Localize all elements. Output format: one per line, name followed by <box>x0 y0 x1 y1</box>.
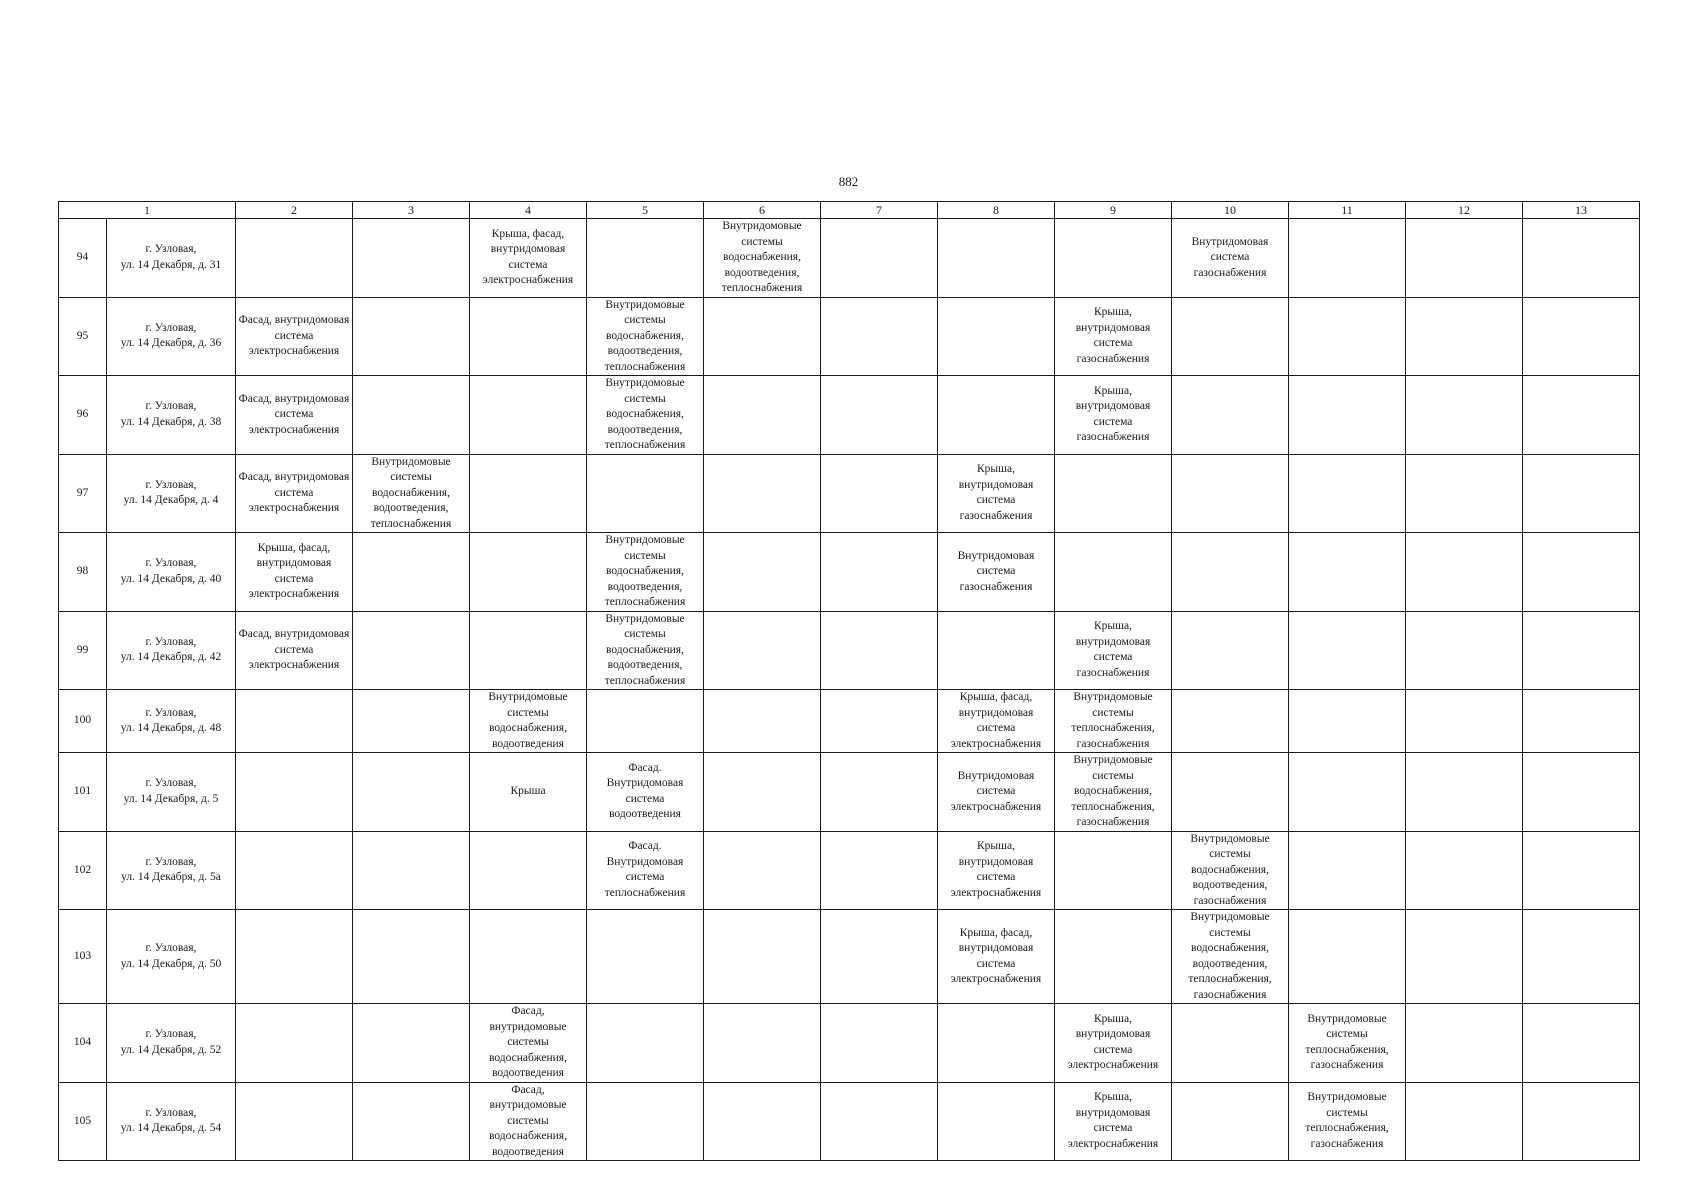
work-type-text: Фасад, внутридомовые системы водоснабжения, водоотведения <box>489 1083 567 1158</box>
work-type-cell <box>236 753 353 832</box>
work-type-cell <box>1055 1082 1172 1161</box>
work-type-cell <box>1055 910 1172 1004</box>
work-type-cell <box>1289 1004 1406 1083</box>
row-number: 103 <box>59 910 107 1004</box>
table-row <box>59 753 1640 832</box>
work-type-cell <box>587 611 704 690</box>
work-type-cell <box>1406 831 1523 910</box>
work-type-text: Внутридомовые системы водоснабжения, водоотведения, теплоснабжения <box>370 455 452 530</box>
work-type-text: Фасад, внутридомовая система электроснабжения <box>238 471 350 514</box>
row-number: 98 <box>59 533 107 612</box>
work-type-cell <box>236 690 353 753</box>
work-type-text: Внутридомовые системы водоснабжения, водоотведения, теплоснабжения <box>721 220 803 294</box>
work-type-cell <box>821 1082 938 1161</box>
work-type-cell <box>1289 611 1406 690</box>
work-type-cell <box>353 831 470 910</box>
work-type-cell <box>1055 611 1172 690</box>
work-type-cell <box>704 1082 821 1161</box>
work-type-cell <box>353 533 470 612</box>
work-type-text: Фасад. Внутридомовая система водоотведения <box>606 761 684 821</box>
work-type-cell <box>1289 297 1406 376</box>
work-type-cell <box>704 454 821 533</box>
work-type-cell <box>470 219 587 298</box>
work-type-cell <box>353 219 470 298</box>
work-type-text: Крыша, внутридомовая система газоснабжения <box>958 463 1034 522</box>
work-type-cell <box>470 1004 587 1083</box>
work-type-cell <box>1055 690 1172 753</box>
table-row <box>59 611 1640 690</box>
work-type-cell <box>1406 690 1523 753</box>
work-type-cell <box>1289 454 1406 533</box>
work-type-cell <box>470 376 587 455</box>
work-type-cell <box>1523 611 1640 690</box>
work-type-text: Внутридомовые системы водоснабжения, водоотведения, теплоснабжения <box>604 534 686 608</box>
repair-schedule-table <box>58 201 1640 1161</box>
work-type-cell <box>1172 831 1289 910</box>
work-type-text: Фасад, внутридомовая система электроснабжения <box>238 392 350 436</box>
column-header: 11 <box>1289 202 1406 219</box>
address-line: ул. 14 Декабря, д. 38 <box>120 415 222 428</box>
row-number: 97 <box>59 454 107 533</box>
work-type-cell <box>236 297 353 376</box>
work-type-cell <box>704 831 821 910</box>
address-line: г. Узловая, <box>145 1028 197 1041</box>
work-type-text: Внутридомовые системы водоснабжения, водоотведения, теплоснабжения, газоснабжения <box>1188 911 1272 1001</box>
address-line: ул. 14 Декабря, д. 31 <box>120 258 222 271</box>
address-cell <box>107 690 236 753</box>
address-line: г. Узловая, <box>145 478 197 491</box>
address-cell <box>107 1004 236 1083</box>
work-type-cell <box>938 611 1055 690</box>
work-type-cell <box>1523 297 1640 376</box>
work-type-text: Крыша, внутридомовая система электроснабжения <box>1067 1091 1159 1150</box>
work-type-cell <box>938 690 1055 753</box>
work-type-cell <box>236 611 353 690</box>
work-type-cell <box>353 297 470 376</box>
work-type-text: Фасад, внутридомовые системы водоснабжения, водоотведения <box>489 1005 567 1079</box>
work-type-cell <box>704 753 821 832</box>
work-type-cell <box>938 219 1055 298</box>
work-type-cell <box>1523 454 1640 533</box>
work-type-text: Внутридомовые системы теплоснабжения, газоснабжения <box>1071 691 1155 750</box>
column-header: 12 <box>1406 202 1523 219</box>
work-type-cell <box>1523 910 1640 1004</box>
work-type-cell <box>236 1082 353 1161</box>
work-type-cell <box>236 831 353 910</box>
column-header: 1 <box>59 202 236 219</box>
address-line: г. Узловая, <box>145 942 197 954</box>
work-type-cell <box>236 454 353 533</box>
work-type-cell <box>470 753 587 832</box>
address-line: ул. 14 Декабря, д. 4 <box>123 494 219 507</box>
work-type-cell <box>821 376 938 455</box>
address-line: г. Узловая, <box>145 1106 197 1119</box>
work-type-cell <box>353 753 470 832</box>
work-type-cell <box>1055 454 1172 533</box>
work-type-cell <box>1055 753 1172 832</box>
work-type-cell <box>1172 454 1289 533</box>
address-line: ул. 14 Декабря, д. 48 <box>120 722 222 734</box>
work-type-cell <box>938 910 1055 1004</box>
work-type-cell <box>353 376 470 455</box>
row-number: 102 <box>59 831 107 910</box>
work-type-cell <box>704 219 821 298</box>
column-header: 8 <box>938 202 1055 219</box>
work-type-cell <box>470 1082 587 1161</box>
table-row <box>59 910 1640 1004</box>
work-type-cell <box>1523 219 1640 298</box>
address-line: ул. 14 Декабря, д. 5а <box>121 871 221 884</box>
work-type-cell <box>1289 1082 1406 1161</box>
row-number: 104 <box>59 1004 107 1083</box>
work-type-cell <box>704 533 821 612</box>
address-line: г. Узловая, <box>145 557 197 570</box>
row-number: 101 <box>59 753 107 832</box>
work-type-cell <box>938 753 1055 832</box>
work-type-cell <box>587 831 704 910</box>
work-type-cell <box>938 1082 1055 1161</box>
work-type-cell <box>821 1004 938 1083</box>
work-type-text: Крыша, фасад, внутридомовая система электроснабжения <box>950 926 1042 985</box>
work-type-cell <box>587 533 704 612</box>
column-header: 3 <box>353 202 470 219</box>
work-type-text: Внутридомовые системы водоснабжения, водоотведения <box>488 691 568 750</box>
work-type-cell <box>1406 1004 1523 1083</box>
work-type-cell <box>587 690 704 753</box>
address-line: г. Узловая, <box>145 706 197 719</box>
address-line: г. Узловая, <box>145 243 197 256</box>
column-header: 13 <box>1523 202 1640 219</box>
work-type-text: Крыша, внутридомовая система газоснабжения <box>1075 620 1151 679</box>
column-header: 4 <box>470 202 587 219</box>
work-type-text: Крыша, фасад, внутридомовая система электроснабжения <box>248 541 340 601</box>
work-type-cell <box>470 533 587 612</box>
column-header: 5 <box>587 202 704 219</box>
work-type-cell <box>1406 753 1523 832</box>
work-type-cell <box>587 1004 704 1083</box>
row-number: 99 <box>59 611 107 690</box>
work-type-cell <box>1055 1004 1172 1083</box>
work-type-text: Фасад, внутридомовая система электроснабжения <box>238 628 350 671</box>
work-type-cell <box>1172 690 1289 753</box>
work-type-cell <box>236 910 353 1004</box>
work-type-cell <box>1406 1082 1523 1161</box>
work-type-cell <box>1523 1004 1640 1083</box>
work-type-text: Крыша <box>510 785 546 797</box>
work-type-text: Внутридомовые системы водоснабжения, водоотведения, газоснабжения <box>1190 832 1270 907</box>
work-type-text: Крыша, внутридомовая система газоснабжения <box>1075 384 1151 444</box>
column-number-row <box>59 202 1640 219</box>
work-type-cell <box>1406 297 1523 376</box>
table-row <box>59 1004 1640 1083</box>
address-line: г. Узловая, <box>145 777 197 790</box>
column-header: 6 <box>704 202 821 219</box>
address-cell <box>107 753 236 832</box>
work-type-cell <box>587 753 704 832</box>
work-type-text: Крыша, фасад, внутридомовая система электроснабжения <box>950 691 1042 750</box>
work-type-cell <box>1289 753 1406 832</box>
table-row <box>59 219 1640 298</box>
work-type-cell <box>1172 753 1289 832</box>
work-type-cell <box>1523 690 1640 753</box>
work-type-cell <box>1172 533 1289 612</box>
work-type-cell <box>1055 831 1172 910</box>
address-line: г. Узловая, <box>145 400 197 413</box>
address-cell <box>107 376 236 455</box>
address-line: ул. 14 Декабря, д. 54 <box>120 1122 222 1135</box>
work-type-text: Фасад, внутридомовая система электроснабжения <box>238 314 350 357</box>
address-cell <box>107 454 236 533</box>
address-cell <box>107 831 236 910</box>
work-type-cell <box>1055 297 1172 376</box>
work-type-cell <box>236 219 353 298</box>
work-type-cell <box>1172 1004 1289 1083</box>
work-type-cell <box>1406 611 1523 690</box>
row-number: 94 <box>59 219 107 298</box>
address-cell <box>107 910 236 1004</box>
work-type-cell <box>1055 376 1172 455</box>
work-type-cell <box>1523 753 1640 832</box>
work-type-cell <box>704 690 821 753</box>
work-type-cell <box>1172 297 1289 376</box>
work-type-cell <box>236 533 353 612</box>
address-line: ул. 14 Декабря, д. 40 <box>120 572 222 585</box>
work-type-cell <box>704 376 821 455</box>
address-line: ул. 14 Декабря, д. 5 <box>123 792 219 805</box>
work-type-cell <box>821 611 938 690</box>
work-type-cell <box>1406 533 1523 612</box>
work-type-cell <box>704 910 821 1004</box>
column-header: 2 <box>236 202 353 219</box>
work-type-text: Внутридомовая система газоснабжения <box>1191 235 1269 279</box>
work-type-cell <box>1289 690 1406 753</box>
table-row <box>59 831 1640 910</box>
work-type-text: Внутридомовые системы водоснабжения, водоотведения, теплоснабжения <box>604 612 686 687</box>
work-type-cell <box>470 690 587 753</box>
work-type-cell <box>353 1082 470 1161</box>
address-line: г. Узловая, <box>145 635 197 648</box>
work-type-cell <box>704 297 821 376</box>
work-type-text: Внутридомовые системы теплоснабжения, газоснабжения <box>1305 1012 1389 1072</box>
work-type-cell <box>1172 910 1289 1004</box>
work-type-cell <box>1289 831 1406 910</box>
work-type-cell <box>821 297 938 376</box>
work-type-cell <box>938 831 1055 910</box>
work-type-cell <box>938 1004 1055 1083</box>
row-number: 105 <box>59 1082 107 1161</box>
column-header: 7 <box>821 202 938 219</box>
address-line: г. Узловая, <box>145 321 197 334</box>
work-type-text: Внутридомовые системы теплоснабжения, газоснабжения <box>1305 1091 1389 1150</box>
work-type-cell <box>587 376 704 455</box>
work-type-text: Внутридомовая система газоснабжения <box>957 549 1035 593</box>
work-type-cell <box>821 690 938 753</box>
work-type-cell <box>1406 376 1523 455</box>
work-type-cell <box>1289 910 1406 1004</box>
work-type-cell <box>938 454 1055 533</box>
work-type-cell <box>1523 376 1640 455</box>
row-number: 95 <box>59 297 107 376</box>
work-type-cell <box>470 831 587 910</box>
work-type-cell <box>470 611 587 690</box>
work-type-text: Внутридомовые системы водоснабжения, водоотведения, теплоснабжения <box>604 377 686 451</box>
work-type-cell <box>1172 219 1289 298</box>
work-type-cell <box>353 454 470 533</box>
address-cell <box>107 611 236 690</box>
table-row <box>59 297 1640 376</box>
address-line: г. Узловая, <box>145 855 197 868</box>
work-type-cell <box>1406 454 1523 533</box>
address-line: ул. 14 Декабря, д. 42 <box>120 651 222 664</box>
work-type-cell <box>587 297 704 376</box>
work-type-text: Внутридомовые системы водоснабжения, водоотведения, теплоснабжения <box>604 298 686 373</box>
work-type-text: Внутридомовая система электроснабжения <box>950 769 1042 813</box>
work-type-cell <box>353 910 470 1004</box>
work-type-cell <box>236 1004 353 1083</box>
work-type-cell <box>353 690 470 753</box>
work-type-cell <box>1523 831 1640 910</box>
work-type-cell <box>704 611 821 690</box>
work-type-cell <box>1055 219 1172 298</box>
address-line: ул. 14 Декабря, д. 50 <box>120 957 222 970</box>
address-cell <box>107 219 236 298</box>
work-type-text: Внутридомовые системы водоснабжения, теплоснабжения, газоснабжения <box>1071 754 1155 828</box>
table-row <box>59 376 1640 455</box>
address-line: ул. 14 Декабря, д. 52 <box>120 1043 222 1056</box>
work-type-cell <box>587 910 704 1004</box>
work-type-cell <box>821 753 938 832</box>
work-type-cell <box>1172 376 1289 455</box>
work-type-text: Крыша, внутридомовая система электроснабжения <box>1067 1012 1159 1072</box>
table-row <box>59 454 1640 533</box>
work-type-cell <box>1055 533 1172 612</box>
work-type-cell <box>587 219 704 298</box>
address-line: ул. 14 Декабря, д. 36 <box>120 337 222 350</box>
work-type-cell <box>821 831 938 910</box>
work-type-cell <box>938 297 1055 376</box>
work-type-cell <box>1523 1082 1640 1161</box>
table-row <box>59 690 1640 753</box>
work-type-text: Фасад. Внутридомовая система теплоснабжения <box>604 840 686 899</box>
work-type-cell <box>821 219 938 298</box>
work-type-text: Крыша, внутридомовая система газоснабжения <box>1075 306 1151 365</box>
address-cell <box>107 297 236 376</box>
address-cell <box>107 1082 236 1161</box>
work-type-cell <box>353 1004 470 1083</box>
address-cell <box>107 533 236 612</box>
work-type-cell <box>236 376 353 455</box>
work-type-cell <box>1289 376 1406 455</box>
table-row <box>59 1082 1640 1161</box>
work-type-cell <box>704 1004 821 1083</box>
work-type-cell <box>821 910 938 1004</box>
work-type-cell <box>1289 533 1406 612</box>
column-header: 9 <box>1055 202 1172 219</box>
work-type-cell <box>821 533 938 612</box>
work-type-cell <box>821 454 938 533</box>
work-type-cell <box>1289 219 1406 298</box>
work-type-cell <box>938 533 1055 612</box>
column-header: 10 <box>1172 202 1289 219</box>
work-type-cell <box>1172 1082 1289 1161</box>
work-type-cell <box>470 297 587 376</box>
work-type-cell <box>1406 219 1523 298</box>
work-type-cell <box>1523 533 1640 612</box>
work-type-cell <box>938 376 1055 455</box>
work-type-text: Крыша, внутридомовая система электроснабжения <box>950 840 1042 899</box>
work-type-cell <box>470 454 587 533</box>
work-type-cell <box>470 910 587 1004</box>
table-row <box>59 533 1640 612</box>
row-number: 96 <box>59 376 107 455</box>
row-number: 100 <box>59 690 107 753</box>
work-type-cell <box>353 611 470 690</box>
work-type-text: Крыша, фасад, внутридомовая система электроснабжения <box>482 227 574 287</box>
page-number: 882 <box>838 174 859 189</box>
work-type-cell <box>587 454 704 533</box>
work-type-cell <box>587 1082 704 1161</box>
work-type-cell <box>1172 611 1289 690</box>
work-type-cell <box>1406 910 1523 1004</box>
